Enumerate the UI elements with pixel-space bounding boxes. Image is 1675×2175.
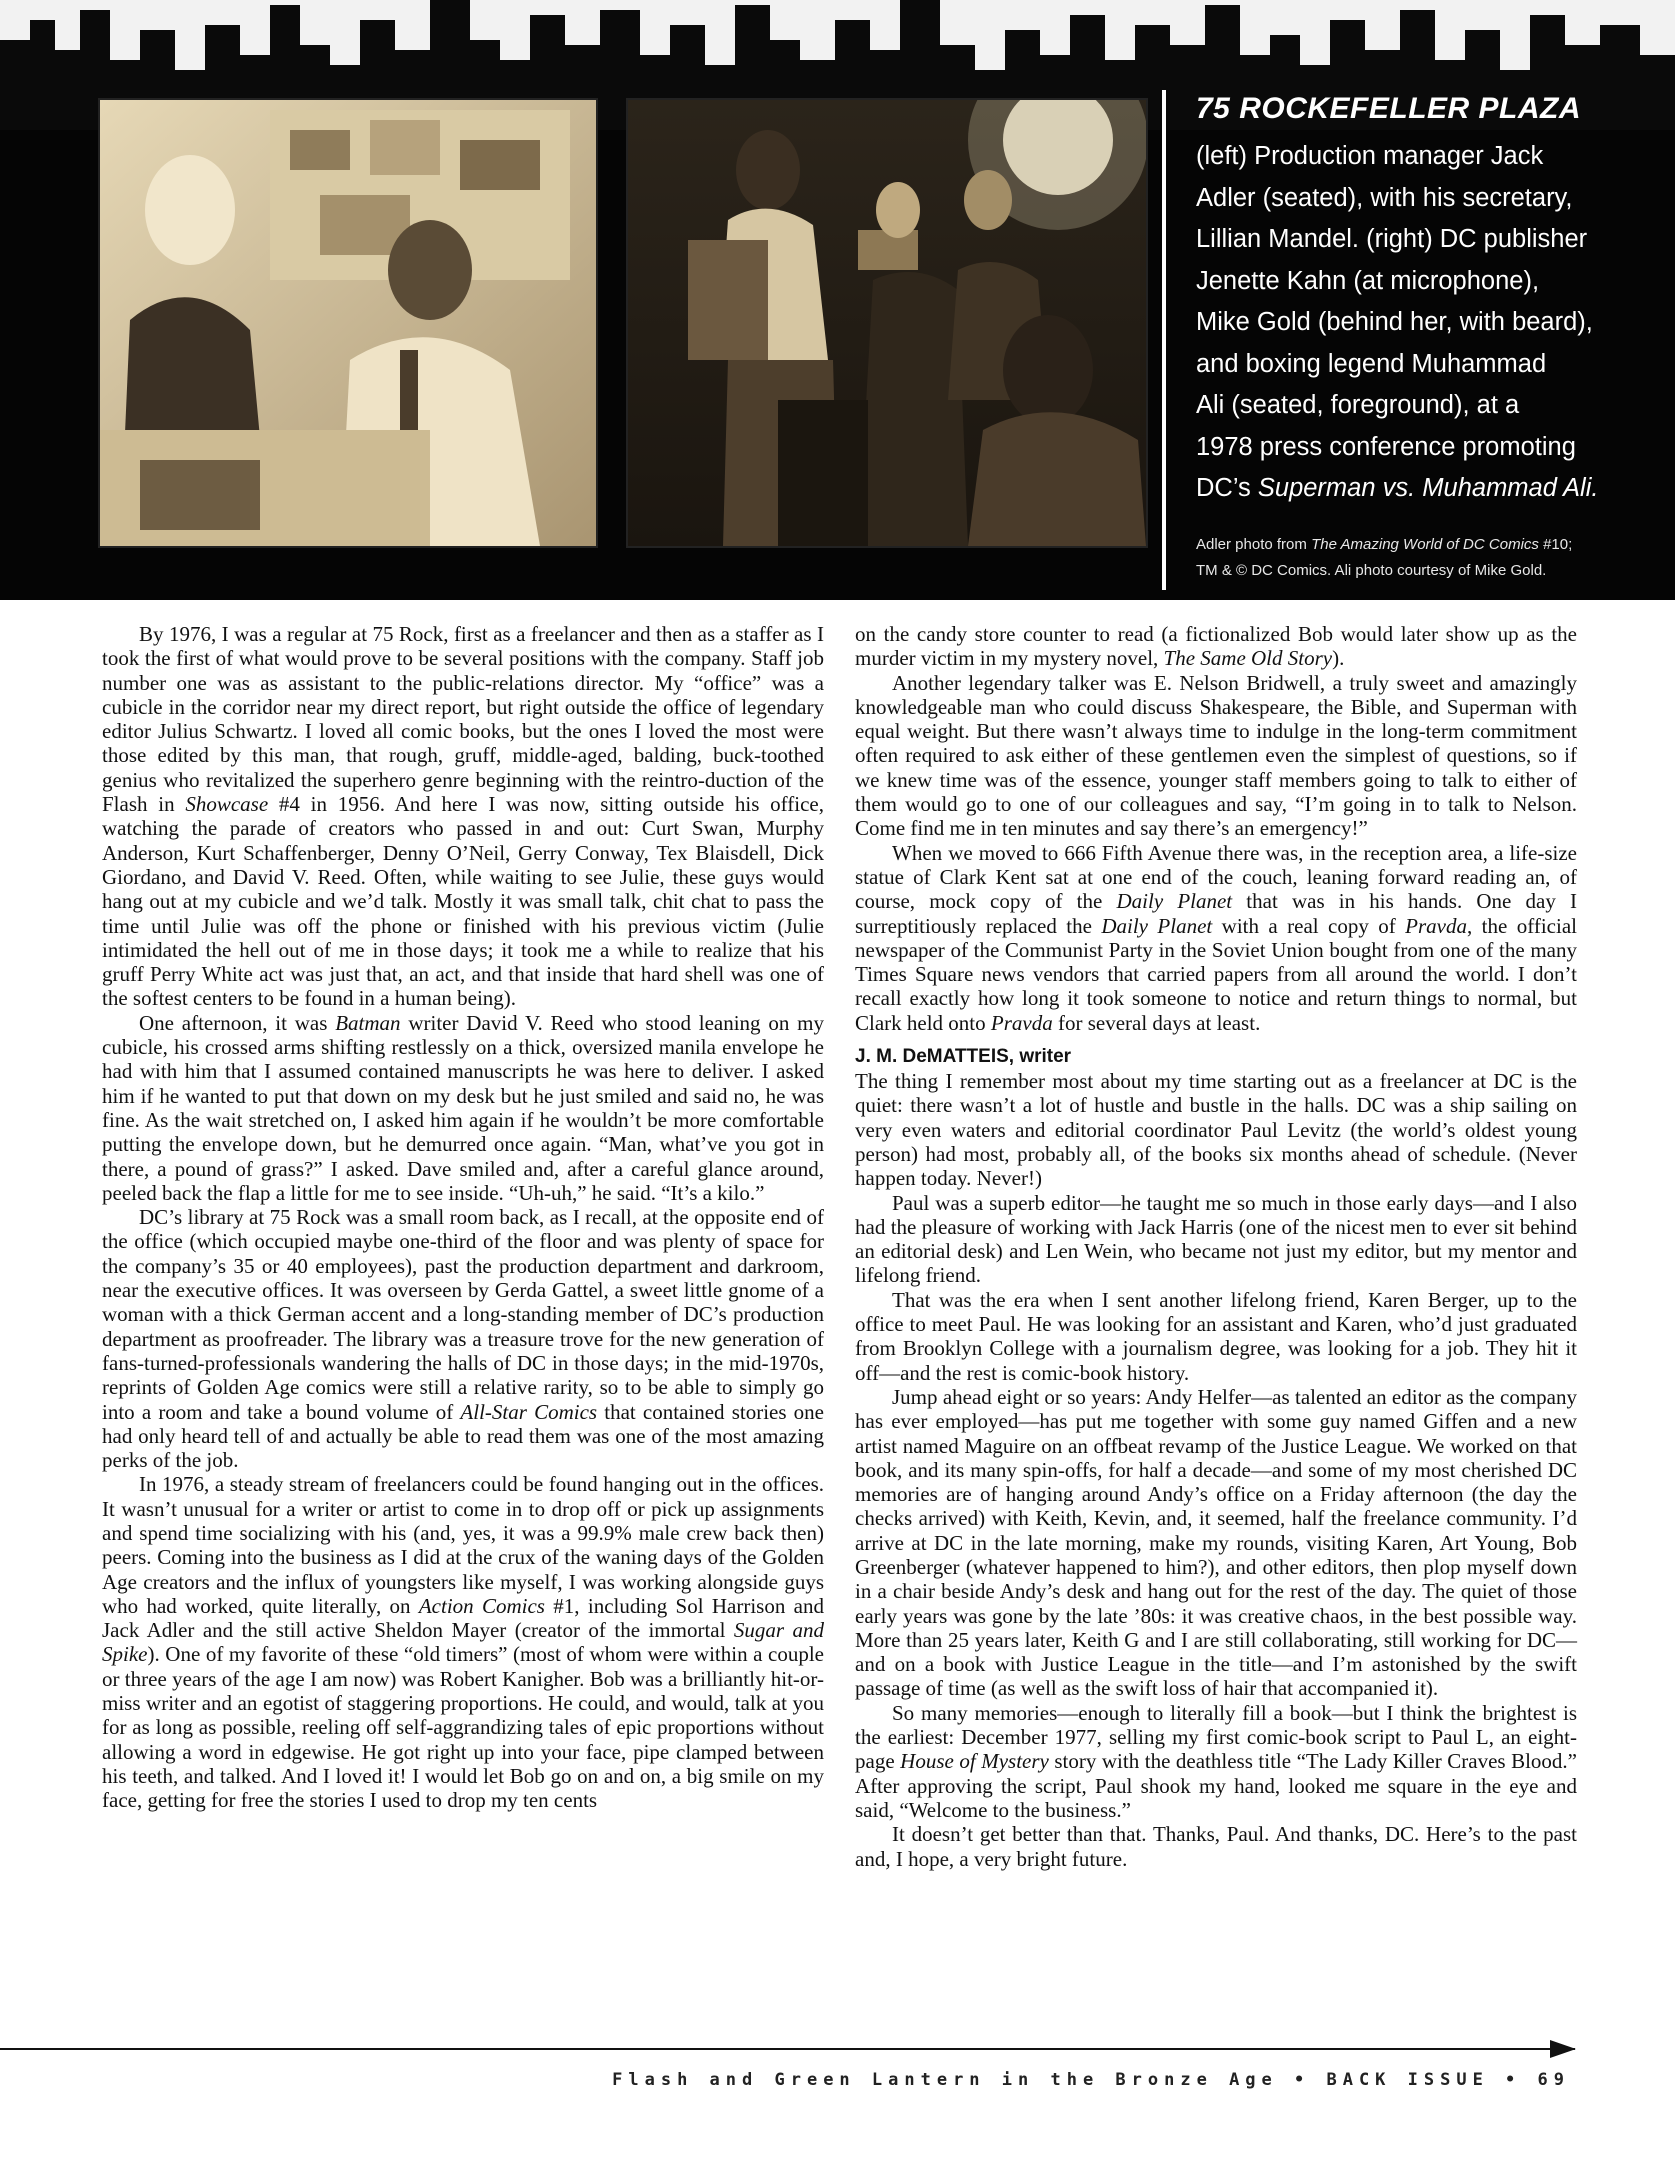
top-banner	[0, 0, 1675, 600]
caption-line: Adler (seated), with his secretary,	[1196, 183, 1573, 212]
italic-title-text: Sugar and Spike	[102, 1618, 824, 1667]
italic-title-text: Pravda	[990, 1010, 1053, 1035]
caption-line: Mike Gold (behind her, with beard),	[1196, 308, 1593, 336]
paragraph-text: ). One of my favorite of these “old timers” (most of whom were within a couple or three years of the age I am now) was Robert Kanigher. Bob was a brilliantly hit-or-miss writer and an egotist of staggering proportions. He could, and would, talk at you for as long as possible, reeling off self-aggrandizing tales of epic proportions without allowing a word in edgewise. He got right up into your face, pipe clamped between his teeth, and talked. And I loved it! I would let Bob go on and on, a big smile on my face, getting for free the stories I used to drop my ten cents	[102, 1642, 824, 1813]
footer-rule	[0, 2048, 1575, 2050]
article-paragraph	[855, 622, 1577, 671]
caption-line: (left) Production manager Jack	[1196, 142, 1544, 170]
credit-text: Adler photo from	[1196, 535, 1312, 553]
paragraph-text: Paul was a superb editor—he taught me so much in those early days—and I also had the pleasure of working with Jack Harris (one of the nicest men to ever sit behind an editorial desk) and Len Wein, who became not just my editor, but my mentor and lifelong friend.	[855, 1190, 1577, 1288]
paragraph-text: that contained stories one had only heard tell of and actually be able to read them was one of the most amazing perks of the job.	[102, 1399, 825, 1473]
article-paragraph	[855, 841, 1577, 1035]
paragraph-text: Jump ahead eight or so years: Andy Helfer—as talented an editor as the company has ever employed—has put me together with some guy named Giffen and a new artist named Maguire on an offbeat revamp of the Justice League. We worked on that book, and its many spin-offs, for half a decade—and some of my most cherished DC memories are of hanging around Andy’s office on a Friday afternoon (the day the checks arrived) with Keith, Kevin, and, it seemed, half the freelance community. I’d arrive at DC in the late morning, make my rounds, visiting Karen, Art Young, Bob Greenberger (whatever happened to him?), and other editors, then plop myself down in a chair beside Andy’s desk and hang out for the rest of the day. The quiet of those early years was gone by the late ’80s: it was creative chaos, in the best possible way. More than 25 years later, Keith G and I are still collaborating, still working for DC—and on a book with Justice League in the title—and I’m astonished by the swift passage of time (as well as the swift loss of hair that accompanied it).	[855, 1384, 1577, 1701]
article-paragraph	[102, 1205, 824, 1472]
paragraph-text: writer David V. Reed who stood leaning on my cubicle, his crossed arms shifting restlessly on a thick, oversized manila envelope he had with him that I assumed contained manuscripts he was here to deliver. I asked him if he wanted to put that down on my desk but he just smiled and said no, he was fine. As the wait stretched on, I asked him again if he wouldn’t be more comfortable putting the envelope down, but he demurred once again. “Man, what’ve you got in there, a pound of grass?” I asked. Dave smiled and, after a careful glance around, peeled back the flap a little for me to see inside. “Uh-uh,” he said. “It’s a kilo.”	[102, 1010, 824, 1205]
paragraph-text: story with the deathless title “The Lady Killer Craves Blood.” After approving the script, Paul shook my hand, looked me square in the eye and said, “Welcome to the business.”	[855, 1749, 1577, 1822]
caption-body	[1196, 136, 1662, 510]
section-heading: J. M. DeMATTEIS, writer	[855, 1046, 1072, 1068]
paragraph-text: In 1976, a steady stream of freelancers could be found hanging out in the offices. It wasn’t unusual for a writer or artist to come in to drop off or pick up assignments and spend time socializing with his (and, yes, it was a 99.9% male crew back then) peers. Coming into the business as I did at the crux of the waning days of the Golden Age creators and the influx of youngsters like myself, I was working alongside guys who had worked, quite literally, on	[102, 1472, 824, 1618]
italic-title-text: The Same Old Story	[1163, 646, 1333, 671]
caption-title: 75 ROCKEFELLER PLAZA	[1196, 92, 1582, 125]
running-footer: Flash and Green Lantern in the Bronze Age • BACK ISSUE • 69	[612, 2070, 1570, 2090]
credit-text: #10;	[1538, 535, 1573, 553]
paragraph-text: That was the era when I sent another lifelong friend, Karen Berger, up to the office to meet Paul. He was looking for an assistant and Karen, who’d just graduated from Brooklyn College with a journalism degree, was looking for a job. They hit it off—and the rest is comic-book history.	[855, 1287, 1577, 1385]
paragraph-text: So many memories—enough to literally fill a book—but I think the brightest is the earliest: December 1977, selling my first comic-book script to Paul L, an eight-page	[855, 1700, 1577, 1774]
paragraph-text: One afternoon, it was	[139, 1010, 336, 1035]
article-paragraph	[855, 1191, 1577, 1288]
article-paragraph	[855, 1701, 1577, 1822]
photo-press-conference	[628, 100, 1146, 546]
paragraph-text: , the official newspaper of the Communist Party in the Soviet Union bought from one of the many Times Square news vendors that carried papers from all around the world. I don’t recall exactly how long it took someone to notice and return things to normal, but Clark held onto	[855, 913, 1577, 1035]
paragraph-text: with a real copy of	[1212, 913, 1406, 938]
italic-title-text: Pravda	[1405, 913, 1467, 938]
article-paragraph	[102, 622, 824, 1011]
article-paragraph	[855, 1069, 1577, 1190]
caption-line: Jenette Kahn (at microphone),	[1196, 266, 1540, 295]
article-paragraph	[855, 1822, 1577, 1871]
paragraph-text: When we moved to 666 Fifth Avenue there was, in the reception area, a life-size statue of Clark Kent sat at one end of the couch, leaning forward reading an, of course, mock copy of the	[855, 840, 1577, 914]
paragraph-text: #4 in 1956. And here I was now, sitting outside his office, watching the parade of creators who passed in and out: Curt Swan, Murphy Anderson, Kurt Schaffenberger, Denny O’Neil, Gerry Conway, Tex Blaisdell, Dick Giordano, and David V. Reed. Often, while waiting to see Julie, these guys would hang out at my cubicle and we’d talk. Mostly it was small talk, chit chat to pass the time until Julie was off the phone or finished with his previous victim (Julie intimidated the hell out of me in those days; it took me a while to realize that his gruff Perry White act was just that, an act, and that inside that hard shell was one of the softest centers to be found in a human being).	[102, 792, 824, 1011]
article-paragraph	[102, 1472, 824, 1812]
paragraph-text: The thing I remember most about my time starting out as a freelancer at DC is the quiet: there wasn’t a lot of hustle and bustle in the halls. DC was a ship sailing on very even waters and editorial coordinator Paul Levitz (the world’s oldest young person) had most, probably all, of the books six months ahead of schedule. (Never happen today. Never!)	[855, 1069, 1577, 1191]
italic-title-text: Showcase	[185, 792, 269, 817]
photo-caption	[1162, 90, 1662, 590]
article-paragraph	[855, 1288, 1577, 1385]
photo-credit	[1196, 532, 1662, 584]
paragraph-text: DC’s library at 75 Rock was a small room back, as I recall, at the opposite end of the office (which occupied maybe one-third of the floor and was plenty of space for the company’s 35 or 40 employees), past the production department and darkroom, near the executive offices. It was overseen by Gerda Gattel, a sweet little gnome of a woman with a thick German accent and a long-standing member of DC’s production department as proofreader. The library was a treasure trove for the new generation of fans-turned-professionals wandering the halls of DC in those days; in the mid-1970s, reprints of Golden Age comics were still a relative rarity, so to be able to simply go into a room and take a bound volume of	[102, 1205, 824, 1424]
paragraph-text: Another legendary talker was E. Nelson Bridwell, a truly sweet and amazingly knowledgeable man who could discuss Shakespeare, the Bible, and Superman with equal weight. But there wasn’t always time to indulge in the long-term commitment often required to ask either of these gentlemen even the simplest of questions, so if we knew time was of the essence, younger staff members going to talk to either of them would go to one of our colleagues and say, “I’m going in to talk to Nelson. Come find me in ten minutes and say there’s an emergency!”	[855, 670, 1577, 841]
arrow-right-icon	[1550, 2040, 1576, 2058]
photo-jack-adler-office	[100, 100, 596, 546]
italic-title-text: Daily Planet	[1116, 889, 1233, 914]
italic-title-text: House of Mystery	[900, 1749, 1049, 1774]
paragraph-text: It doesn’t get better than that. Thanks, Paul. And thanks, DC. Here’s to the past and, I hope, a very bright future.	[855, 1822, 1577, 1871]
italic-title-text: Daily Planet	[1101, 913, 1213, 938]
italic-title-text: Batman	[335, 1010, 401, 1035]
caption-line: and boxing legend Muhammad	[1196, 349, 1547, 378]
caption-line: DC’s	[1196, 474, 1258, 502]
article-column-left	[102, 622, 824, 1813]
paragraph-text: for several days at least.	[1052, 1010, 1261, 1035]
paragraph-text: #1, including Sol Harrison and Jack Adler and the still active Sheldon Mayer (creator of the immortal	[102, 1593, 824, 1643]
credit-italic: The Amazing World of DC Comics	[1311, 535, 1539, 553]
credit-text: TM & © DC Comics. Ali photo courtesy of Mike Gold.	[1196, 561, 1547, 579]
italic-title-text: All-Star Comics	[460, 1399, 598, 1424]
caption-line: Lillian Mandel. (right) DC publisher	[1196, 225, 1588, 253]
paragraph-text: ).	[1332, 646, 1345, 671]
caption-italic-title: Superman vs. Muhammad Ali.	[1257, 474, 1599, 502]
article-paragraph	[855, 671, 1577, 841]
paragraph-text: on the candy store counter to read (a fictionalized Bob would later show up as the murder victim in my mystery novel,	[855, 622, 1577, 671]
article-column-right	[855, 622, 1577, 1871]
article-paragraph	[102, 1011, 824, 1205]
paragraph-text: By 1976, I was a regular at 75 Rock, first as a freelancer and then as a staffer as I took the first of what would prove to be several positions with the company. Staff job number one was as assistant to the public-relations director. My “office” was a cubicle in the corridor near my direct report, but right outside the office of legendary editor Julius Schwartz. I loved all comic books, but the ones I loved the most were those edited by this man, that rough, gruff, middle-aged, balding, buck-toothed genius who revitalized the superhero genre beginning with the reintro-duction of the Flash in	[102, 622, 824, 817]
italic-title-text: Action Comics	[418, 1593, 545, 1618]
caption-line: Ali (seated, foreground), at a	[1196, 391, 1520, 419]
paragraph-text: that was in his hands. One day I surreptitiously replaced the	[855, 889, 1577, 938]
caption-line: 1978 press conference promoting	[1196, 432, 1576, 461]
article-paragraph	[855, 1385, 1577, 1701]
